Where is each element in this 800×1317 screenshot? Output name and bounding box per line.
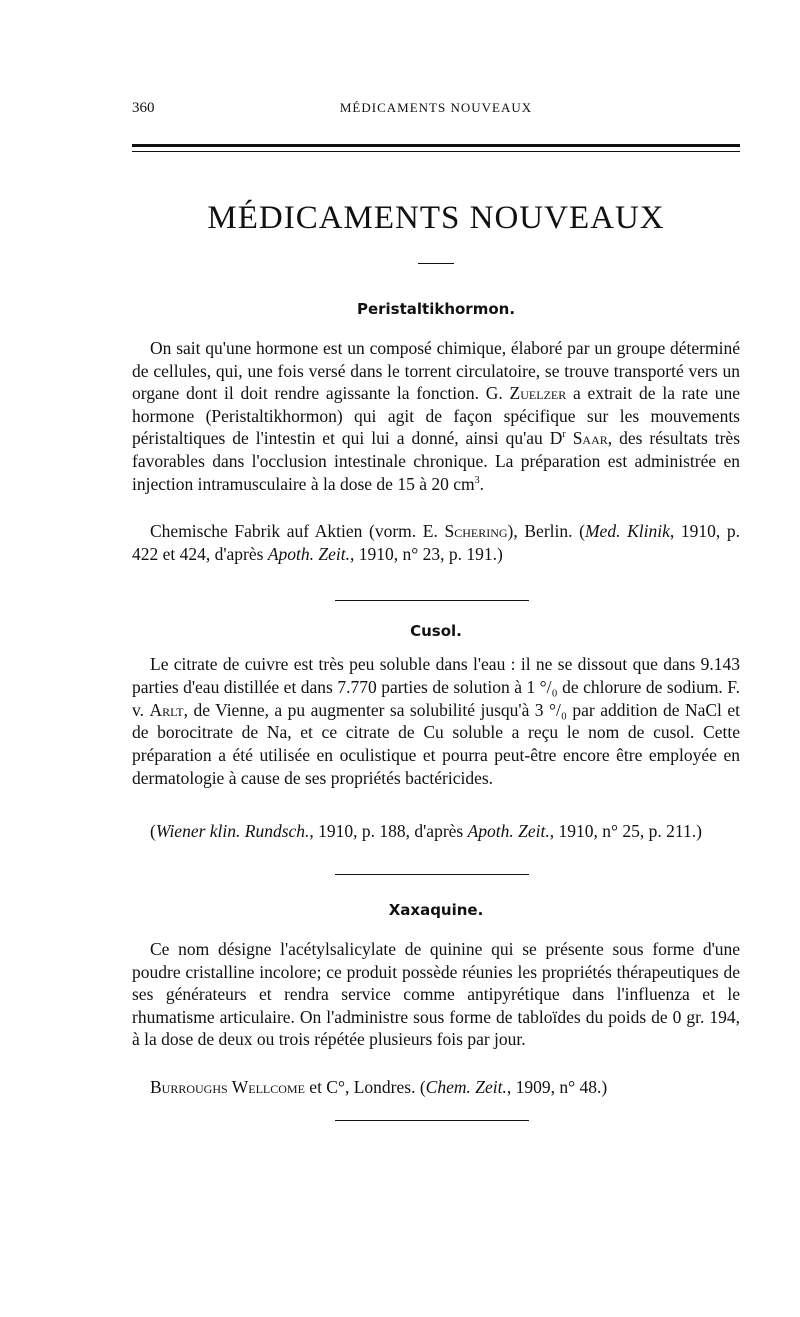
journal-title: Med. Klinik: [584, 521, 670, 541]
section-peristaltikhormon-paragraph: On sait qu'une hormone est un composé chimique, élaboré par un groupe déterminé de cellules, qui, une fois versé dans le torrent circulatoire, se trouve transporté vers un organe dont il doit rendre agissante la fonction. G. Zuelzer a extrait de la rate une hormone (Peristaltikhormon) qui agit de façon spécifique sur les mouvements péristaltiques de l'intestin et qui lui a donné, ainsi qu'au $D^r$ Saar, des résultats très favorables dans l'occlusion intestinale chronique. La préparation est administrée en injection intramusculaire à la dose de 15 à 20 $cm^3$.: [132, 338, 741, 494]
section-cusol-reference: (Wiener klin. Rundsch., 1910, p. 188, d'après Apoth. Zeit., 1910, n° 25, p. 211.): [150, 821, 702, 841]
section-peristaltikhormon-reference: Chemische Fabrik auf Aktien (vorm. E. Schering), Berlin. (Med. Klinik, 1910, p. 422 et 424, d'après Apoth. Zeit., 1910, n° 23, p. 191.): [132, 521, 741, 564]
manufacturer-name: Schering: [444, 521, 508, 541]
title-divider: [418, 263, 454, 264]
section-divider: [335, 600, 529, 601]
section-xaxaquine-reference: Burroughs Wellcome et C°, Londres. (Chem. Zeit., 1909, n° 48.): [150, 1077, 608, 1097]
section-heading-xaxaquine: Xaxaquine.: [388, 901, 484, 919]
journal-title: Wiener klin. Rundsch.: [155, 821, 310, 841]
journal-title: Chem. Zeit.: [425, 1077, 507, 1097]
page-header: [132, 100, 740, 122]
section-heading-peristaltikhormon: Peristaltikhormon.: [356, 300, 516, 318]
section-xaxaquine-paragraph: Ce nom désigne l'acétylsalicylate de quinine qui se présente sous forme d'une poudre cristalline incolore; ce produit possède réunies les propriétés thérapeutiques de ses générateurs et rendra service comme antipyrétique dans l'influenza et le rhumatisme articulaire. On l'administre sous forme de tabloïdes du poids de 0 gr. 194, à la dose de deux ou trois répétée plusieurs fois par jour.: [132, 939, 740, 1050]
running-head: MÉDICAMENTS NOUVEAUX: [339, 100, 533, 115]
author-name: Arlt: [149, 699, 184, 720]
section-divider: [335, 874, 529, 875]
section-cusol-paragraph: Le citrate de cuivre est très peu soluble dans l'eau : il ne se dissout que dans 9.143 parties d'eau distillée et dans 7.770 parties de solution à 1 °/₀ de chlorure de sodium. F. v. Arlt, de Vienne, a pu augmenter sa solubilité jusqu'à 3 °/₀ par addition de NaCl et de borocitrate de Na, et ce citrate de Cu soluble a reçu le nom de cusol. Cette préparation a été utilisée en oculistique et pourra peut-être encore être employée en dermatologie à cause de ses propriétés bactéricides.: [132, 654, 740, 788]
author-name: Zuelzer: [509, 383, 567, 404]
header-double-rule: [132, 144, 740, 152]
section-divider: [335, 1120, 529, 1121]
journal-title: Apoth. Zeit.: [467, 821, 550, 841]
section-heading-cusol: Cusol.: [410, 622, 462, 640]
page-number: 360: [132, 100, 155, 116]
page-title: MÉDICAMENTS NOUVEAUX: [207, 200, 665, 236]
manufacturer-name: Burroughs Wellcome: [150, 1077, 305, 1097]
author-name: Saar: [572, 428, 608, 449]
journal-title: Apoth. Zeit.: [267, 543, 350, 564]
